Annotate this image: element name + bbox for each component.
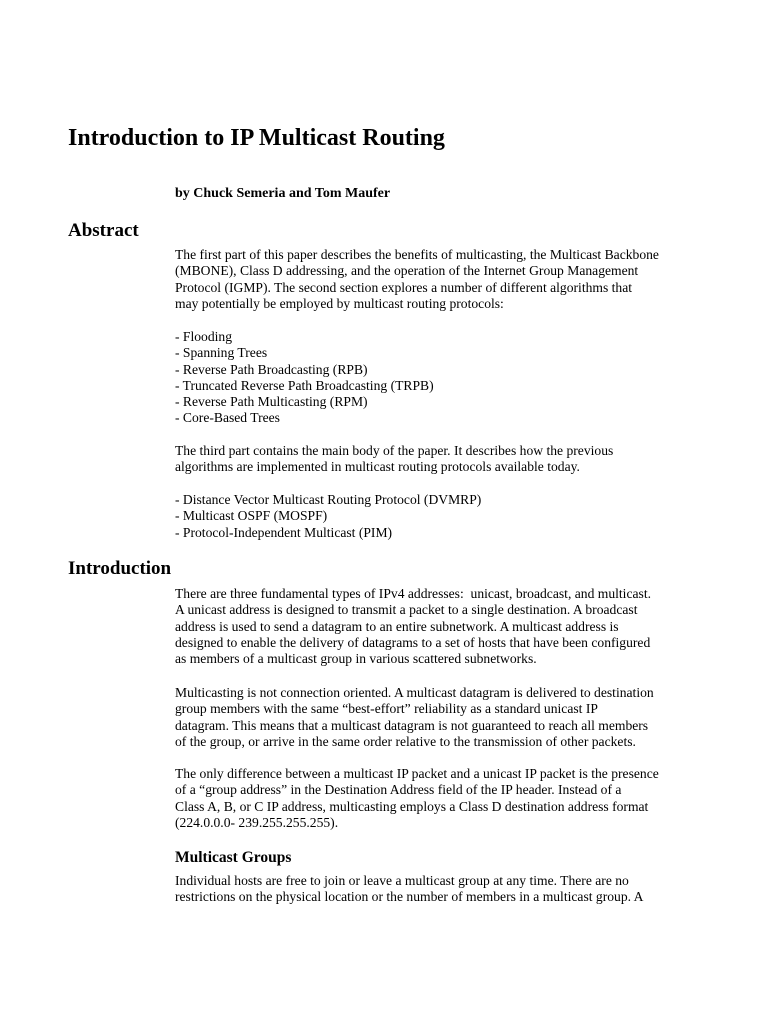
text-line: address is used to send a datagram to an entire subnetwork. A multicast address is xyxy=(175,618,619,634)
text-line: restrictions on the physical location or the number of members in a multicast group. A xyxy=(175,889,644,905)
author-byline: by Chuck Semeria and Tom Maufer xyxy=(175,186,391,201)
list-item: - Core-Based Trees xyxy=(175,410,280,426)
text-line: group members with the same “best-effort” reliability as a standard unicast IP xyxy=(175,701,598,717)
text-line: (MBONE), Class D addressing, and the operation of the Internet Group Management xyxy=(175,263,639,279)
algorithm-list xyxy=(175,329,735,427)
text-line: (224.0.0.0- 239.255.255.255). xyxy=(175,814,339,830)
text-line: of a “group address” in the Destination Address field of the IP header. Instead of a xyxy=(175,782,622,798)
text-line: of the group, or arrive in the same order relative to the transmission of other packets. xyxy=(175,733,636,749)
text-line: datagram. This means that a multicast datagram is not guaranteed to reach all members xyxy=(175,717,649,733)
introduction-paragraph-1 xyxy=(175,586,735,667)
introduction-paragraph-3 xyxy=(175,766,735,831)
introduction-heading: Introduction xyxy=(68,558,172,579)
list-item: - Flooding xyxy=(175,329,233,344)
text-line: A unicast address is designed to transmit a packet to a single destination. A broadcast xyxy=(175,602,638,618)
text-line: may potentially be employed by multicast routing protocols: xyxy=(175,295,504,311)
text-line: Protocol (IGMP). The second section explores a number of different algorithms that xyxy=(175,279,633,295)
text-line: as members of a multicast group in various scattered subnetworks. xyxy=(175,651,537,667)
list-item: - Reverse Path Multicasting (RPM) xyxy=(175,394,368,410)
list-item: - Truncated Reverse Path Broadcasting (TRPB) xyxy=(175,377,434,393)
text-line: There are three fundamental types of IPv4 addresses: unicast, broadcast, and multicast. xyxy=(175,586,651,601)
text-line: algorithms are implemented in multicast routing protocols available today. xyxy=(175,459,580,475)
list-item: - Protocol-Independent Multicast (PIM) xyxy=(175,524,393,540)
introduction-paragraph-2 xyxy=(175,685,735,750)
abstract-intro-paragraph xyxy=(175,247,735,312)
list-item: - Distance Vector Multicast Routing Protocol (DVMRP) xyxy=(175,492,482,507)
text-line: The first part of this paper describes the benefits of multicasting, the Multicast Backbone xyxy=(175,247,659,262)
protocol-list xyxy=(175,492,735,541)
list-item: - Reverse Path Broadcasting (RPB) xyxy=(175,361,368,377)
page-title: Introduction to IP Multicast Routing xyxy=(68,125,445,151)
text-line: The third part contains the main body of the paper. It describes how the previous xyxy=(175,443,614,458)
multicast-groups-paragraph xyxy=(175,873,735,906)
text-line: Multicasting is not connection oriented. A multicast datagram is delivered to destination xyxy=(175,685,654,700)
list-item: - Spanning Trees xyxy=(175,345,268,361)
abstract-heading: Abstract xyxy=(68,220,139,241)
abstract-third-part-paragraph xyxy=(175,443,735,476)
text-line: designed to enable the delivery of datagrams to a set of hosts that have been configured xyxy=(175,634,651,650)
text-line: The only difference between a multicast IP packet and a unicast IP packet is the presence xyxy=(175,766,659,781)
list-item: - Multicast OSPF (MOSPF) xyxy=(175,508,328,524)
text-line: Class A, B, or C IP address, multicasting employs a Class D destination address format xyxy=(175,798,649,814)
text-line: Individual hosts are free to join or leave a multicast group at any time. There are no xyxy=(175,873,629,888)
multicast-groups-heading: Multicast Groups xyxy=(175,849,292,866)
